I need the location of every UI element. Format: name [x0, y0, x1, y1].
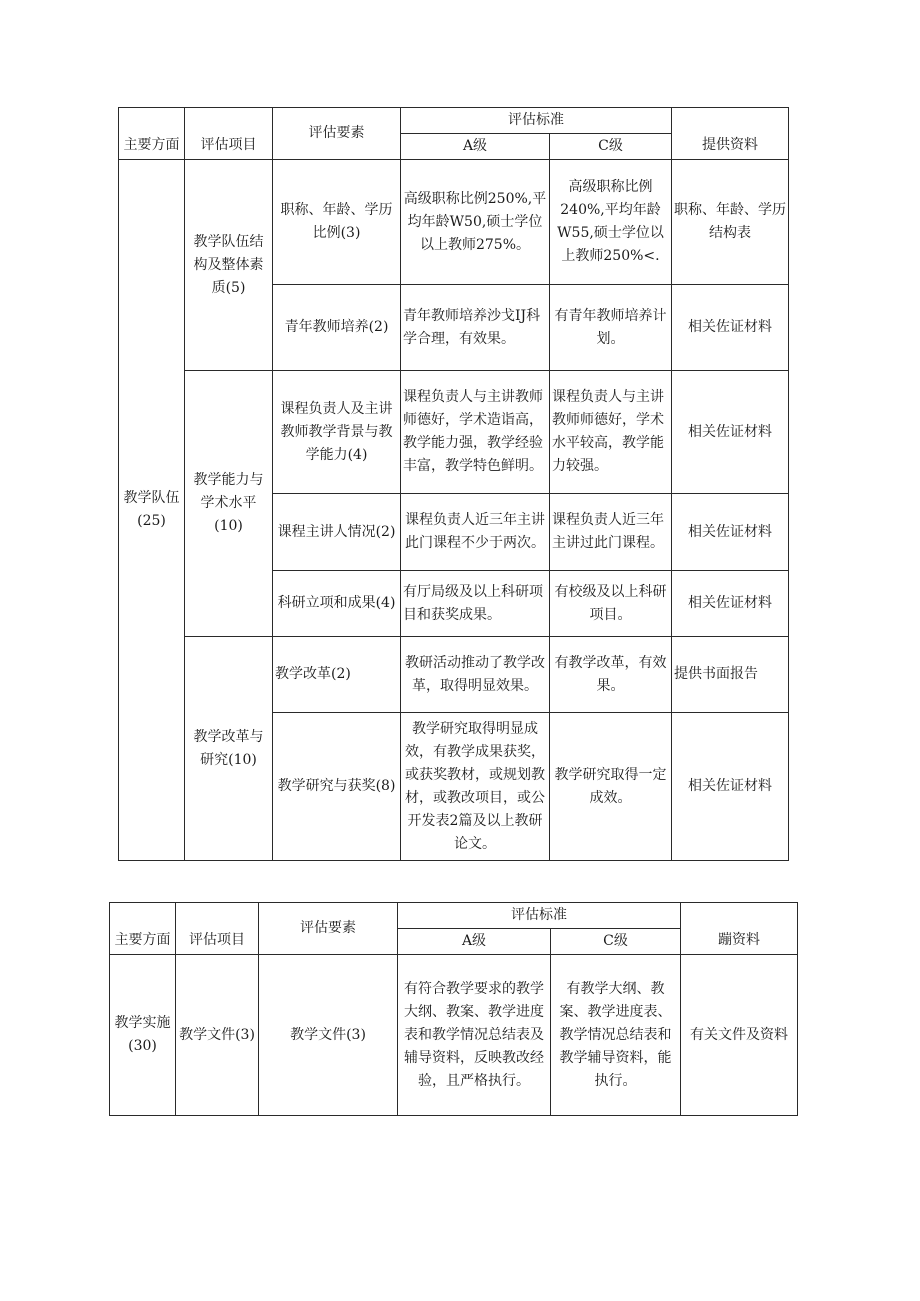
header-grade-c: C级 — [550, 134, 672, 160]
materials-cell: 相关佐证材料 — [672, 713, 789, 861]
header-main-aspect: 主要方面 — [119, 108, 185, 160]
main-aspect-cell — [110, 955, 176, 1116]
element-cell: 教学研究与获奖(8) — [273, 713, 401, 861]
element-cell: 科研立项和成果(4) — [273, 571, 401, 637]
grade-c-cell: 课程负责人与主讲教师师德好，学术水平较高，教学能力较强。 — [550, 371, 672, 494]
item-cell: 教学文件(3) — [176, 955, 259, 1116]
item-label: 教学能力与学术水平 — [193, 472, 264, 511]
element-cell: 职称、年龄、学历比例(3) — [273, 160, 401, 285]
grade-c-cell: 课程负责人近三年主讲过此门课程。 — [550, 494, 672, 571]
materials-cell: 提供书面报告 — [672, 637, 789, 713]
grade-c-cell: 有教学大纲、教案、教学进度表、教学情况总结表和教学辅导资料，能执行。 — [551, 955, 681, 1116]
grade-a-cell: 教研活动推动了教学改革，取得明显效果。 — [401, 637, 550, 713]
grade-c-cell: 教学研究取得一定成效。 — [550, 713, 672, 861]
evaluation-table-teaching-implementation — [109, 902, 798, 1116]
materials-cell: 相关佐证材料 — [672, 494, 789, 571]
grade-a-cell: 有符合教学要求的教学大纲、教案、教学进度表和教学情况总结表及辅导资料，反映教改经验，且严格执行。 — [398, 955, 551, 1116]
item-cell — [185, 371, 273, 637]
header-materials: 蹦资料 — [681, 903, 798, 955]
item-cell: 教学队伍结构及整体素质(5) — [185, 160, 273, 371]
main-aspect-score: (30) — [128, 1038, 157, 1054]
header-main-aspect: 主要方面 — [110, 903, 176, 955]
header-grade-a: A级 — [398, 929, 551, 955]
element-cell: 青年教师培养(2) — [273, 285, 401, 371]
header-standard: 评估标准 — [398, 903, 681, 929]
grade-a-cell: 青年教师培养沙戈IJ科学合理，有效果。 — [401, 285, 550, 371]
grade-a-cell: 课程负责人近三年主讲此门课程不少于两次。 — [401, 494, 550, 571]
header-standard: 评估标准 — [401, 108, 672, 134]
header-materials: 提供资料 — [672, 108, 789, 160]
header-item: 评估项目 — [176, 903, 259, 955]
grade-c-cell: 有校级及以上科研项目。 — [550, 571, 672, 637]
element-cell: 课程负责人及主讲教师教学背景与教学能力(4) — [273, 371, 401, 494]
header-grade-c: C级 — [551, 929, 681, 955]
element-cell: 教学文件(3) — [259, 955, 398, 1116]
main-aspect-label: 教学实施 — [114, 1015, 171, 1031]
header-element: 评估要素 — [259, 903, 398, 955]
main-aspect-cell — [119, 160, 185, 861]
grade-c-cell: 有教学改革，有效果。 — [550, 637, 672, 713]
item-score: (10) — [214, 518, 243, 534]
grade-a-cell: 教学研究取得明显成效，有教学成果获奖，或获奖教材，或规划教材，或教改项目，或公开发表2篇及以上教研论文。 — [401, 713, 550, 861]
header-element: 评估要素 — [273, 108, 401, 160]
materials-cell: 有关文件及资料 — [681, 955, 798, 1116]
grade-a-cell: 有厅局级及以上科研项目和获奖成果。 — [401, 571, 550, 637]
item-cell: 教学改革与研究(10) — [185, 637, 273, 861]
main-aspect-score: (25) — [137, 513, 166, 529]
grade-a-cell: 课程负责人与主讲教师师德好，学术造诣高，教学能力强，教学经验丰富，教学特色鲜明。 — [401, 371, 550, 494]
materials-cell: 相关佐证材料 — [672, 285, 789, 371]
materials-cell: 职称、年龄、学历结构表 — [672, 160, 789, 285]
materials-cell: 相关佐证材料 — [672, 571, 789, 637]
evaluation-table-teaching-staff — [118, 107, 789, 861]
header-grade-a: A级 — [401, 134, 550, 160]
grade-c-cell: 高级职称比例240%,平均年龄W55,硕士学位以上教师250%<. — [550, 160, 672, 285]
header-item: 评估项目 — [185, 108, 273, 160]
main-aspect-label: 教学队伍 — [123, 490, 180, 506]
grade-a-cell: 高级职称比例250%,平均年龄W50,硕士学位以上教师275%。 — [401, 160, 550, 285]
materials-cell: 相关佐证材料 — [672, 371, 789, 494]
grade-c-cell: 有青年教师培养计划。 — [550, 285, 672, 371]
element-cell: 课程主讲人情况(2) — [273, 494, 401, 571]
element-cell: 教学改革(2) — [273, 637, 401, 713]
